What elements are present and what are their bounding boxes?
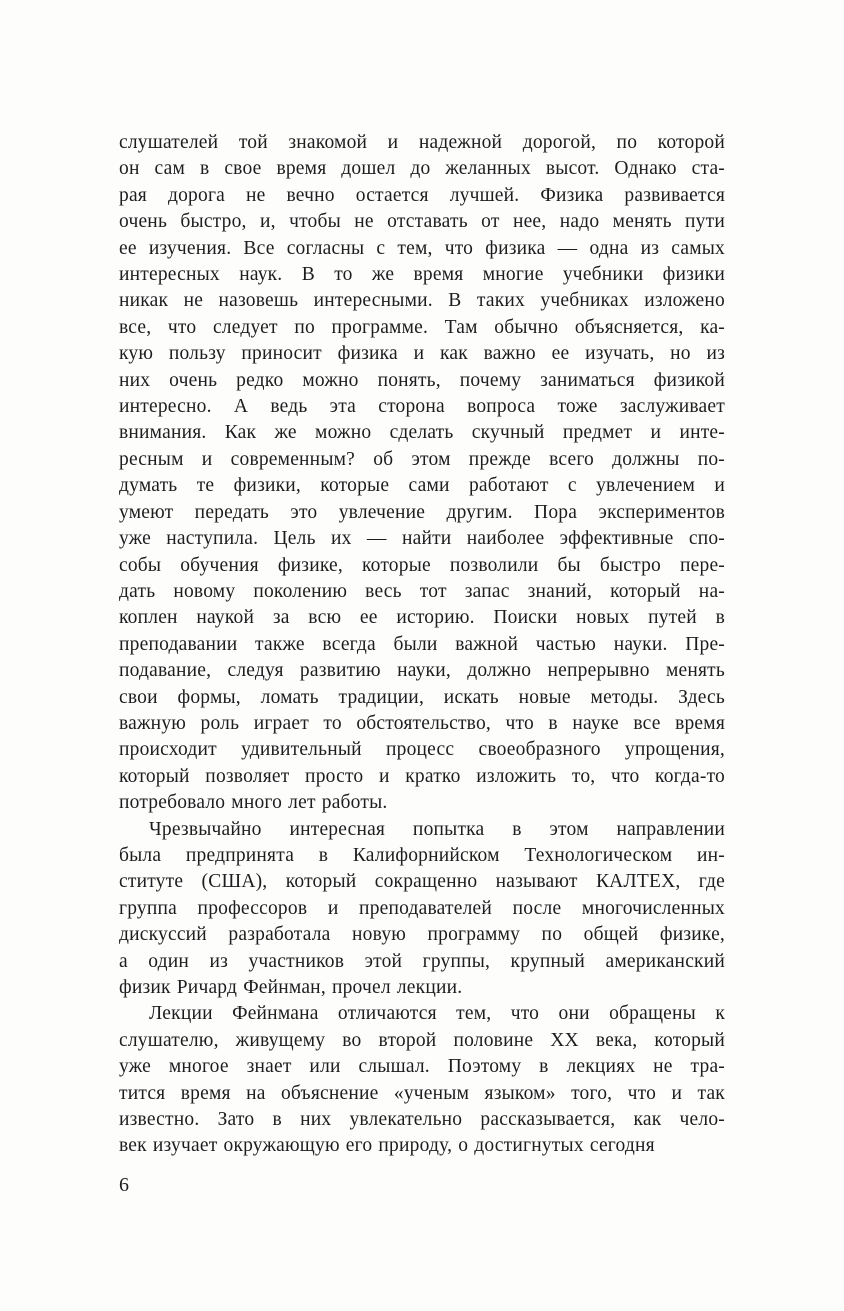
text-line: дискуссий разработала новую программу по общей физике, bbox=[119, 924, 725, 946]
page-number: 6 bbox=[119, 1174, 129, 1196]
text-line: собы обучения физике, которые позволили бы быстро пере- bbox=[119, 554, 725, 576]
text-line: ресным и современным? об этом прежде всего должны по- bbox=[119, 448, 725, 470]
text-line: тится время на объяснение «ученым языком» того, что и так bbox=[119, 1082, 725, 1104]
text-line: думать те физики, которые сами работают с увлечением и bbox=[119, 475, 725, 497]
text-line: уже наступила. Цель их — найти наиболее эффективные спо- bbox=[119, 528, 725, 550]
text-line: них очень редко можно понять, почему заниматься физикой bbox=[119, 369, 725, 391]
text-line: очень быстро, и, чтобы не отставать от нее, надо менять пути bbox=[119, 211, 725, 233]
text-line: рая дорога не вечно остается лучшей. Физика развивается bbox=[119, 184, 725, 206]
text-line: Чрезвычайно интересная попытка в этом направлении bbox=[149, 818, 725, 840]
text-line: внимания. Как же можно сделать скучный предмет и инте- bbox=[119, 422, 725, 444]
text-line: дать новому поколению весь тот запас знаний, который на- bbox=[119, 580, 725, 602]
text-line: коплен наукой за всю ее историю. Поиски новых путей в bbox=[119, 607, 725, 629]
text-line: интересных наук. В то же время многие учебники физики bbox=[119, 264, 725, 286]
body-text bbox=[119, 130, 725, 1160]
text-line: физик Ричард Фейнман, прочел лекции. bbox=[119, 977, 463, 998]
text-line: подавание, следуя развитию науки, должно непрерывно менять bbox=[119, 660, 725, 682]
text-line: слушателей той знакомой и надежной дорогой, по которой bbox=[119, 132, 725, 153]
text-line: интересно. А ведь эта сторона вопроса тоже заслуживает bbox=[119, 396, 725, 418]
text-line: век изучает окружающую его природу, о достигнутых сегодня bbox=[119, 1135, 655, 1157]
paragraph bbox=[119, 817, 725, 1002]
text-line: никак не назовешь интересными. В таких учебниках изложено bbox=[119, 290, 725, 312]
text-line: который позволяет просто и кратко изложить то, что когда-то bbox=[119, 765, 725, 787]
text-line: была предпринята в Калифорнийском Технологическом ин- bbox=[119, 844, 725, 866]
text-line: потребовало много лет работы. bbox=[119, 792, 388, 814]
text-line: умеют передать это увлечение другим. Пора экспериментов bbox=[119, 501, 725, 523]
paragraph bbox=[119, 130, 725, 817]
text-line: важную роль играет то обстоятельство, что в науке все время bbox=[119, 712, 725, 734]
text-line: ее изучения. Все согласны с тем, что физика — одна из самых bbox=[119, 237, 725, 259]
text-line: он сам в свое время дошел до желанных высот. Однако ста- bbox=[119, 158, 725, 180]
text-line: Лекции Фейнмана отличаются тем, что они обращены к bbox=[149, 1003, 725, 1025]
text-line: слушателю, живущему во второй половине XX века, который bbox=[119, 1029, 725, 1051]
paragraph bbox=[119, 1001, 725, 1159]
text-line: группа профессоров и преподавателей после многочисленных bbox=[119, 897, 725, 919]
text-line: ституте (США), который сокращенно называют КАЛТЕХ, где bbox=[119, 871, 725, 893]
text-line: а один из участников этой группы, крупный американский bbox=[119, 950, 725, 972]
text-line: свои формы, ломать традиции, искать новые методы. Здесь bbox=[119, 686, 725, 708]
text-line: кую пользу приносит физика и как важно ее изучать, но из bbox=[119, 343, 725, 365]
text-line: преподавании также всегда были важной частью науки. Пре- bbox=[119, 633, 725, 655]
text-line: уже многое знает или слышал. Поэтому в лекциях не тра- bbox=[119, 1056, 725, 1078]
text-line: известно. Зато в них увлекательно рассказывается, как чело- bbox=[119, 1109, 725, 1131]
text-line: происходит удивительный процесс своеобразного упрощения, bbox=[119, 739, 725, 761]
text-line: все, что следует по программе. Там обычно объясняется, ка- bbox=[119, 316, 725, 338]
